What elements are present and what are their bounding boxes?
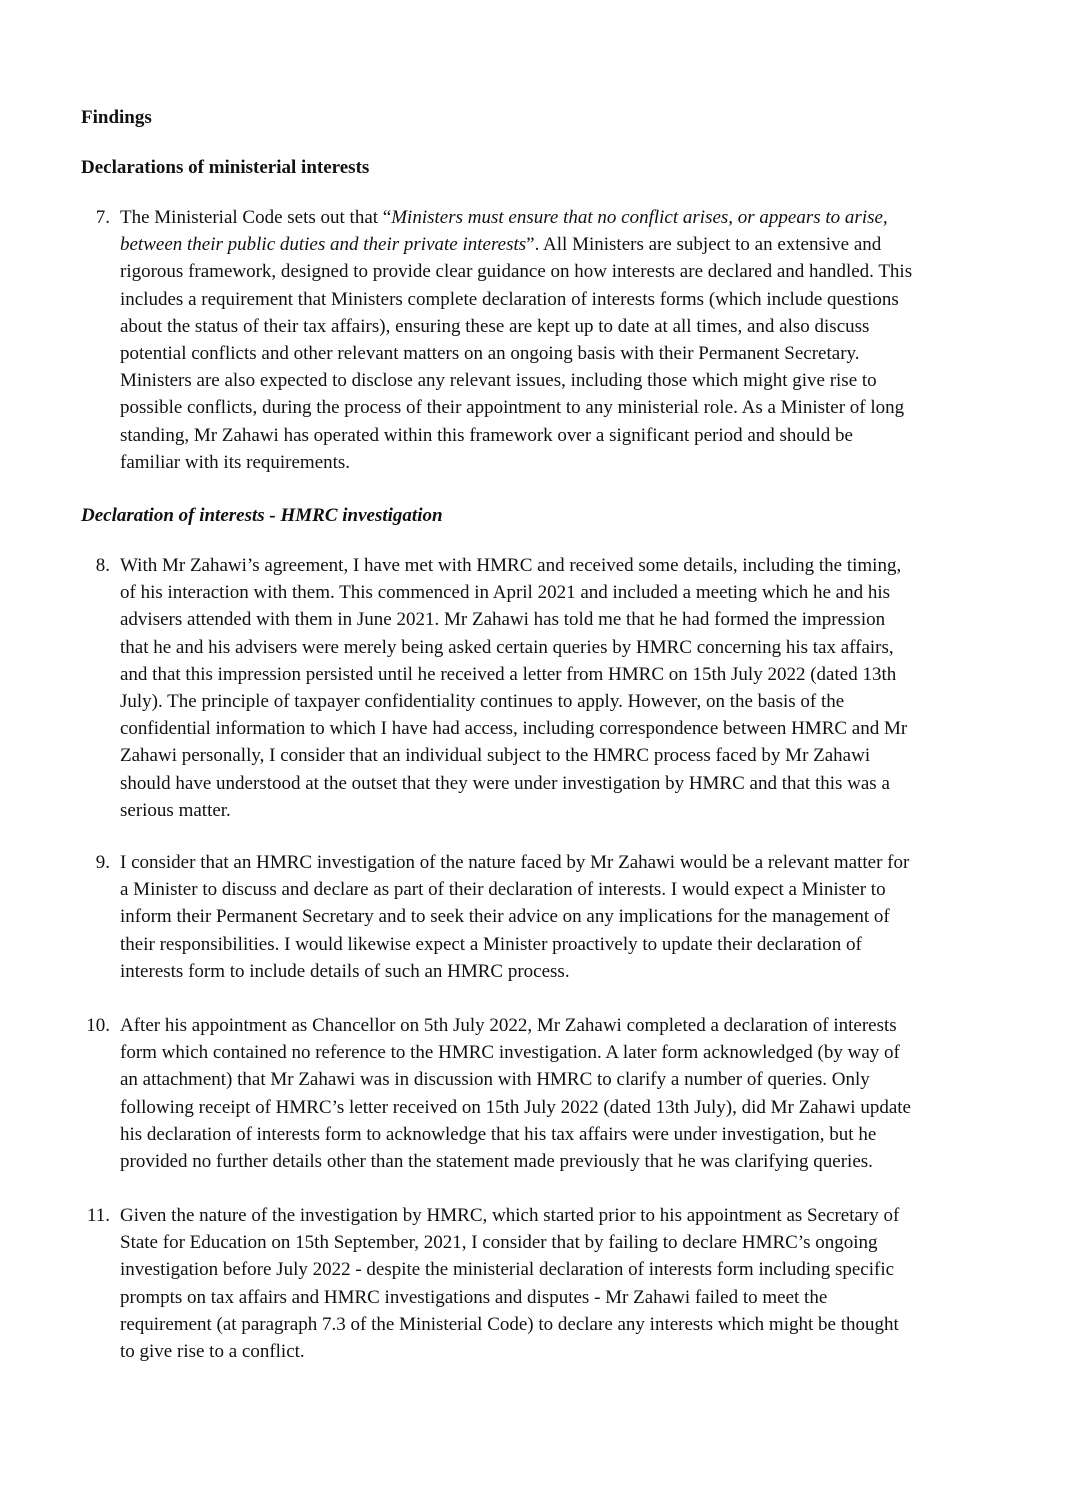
text-run: form which contained no reference to the HMRC investigation. A later form acknowledged (by way of	[120, 1042, 900, 1064]
text-line	[120, 552, 988, 579]
text-line	[120, 931, 988, 958]
text-line	[120, 1148, 988, 1175]
quoted-text: between their public duties and their private interests	[120, 234, 527, 256]
paragraph-number: 11.	[86, 1205, 110, 1226]
text-line	[120, 903, 988, 930]
text-run: With Mr Zahawi’s agreement, I have met with HMRC and received some details, including the timing,	[120, 555, 902, 576]
text-run: to give rise to a conflict.	[120, 1341, 305, 1363]
text-line	[120, 876, 988, 903]
text-line	[120, 1012, 988, 1039]
text-line	[120, 449, 988, 476]
paragraph-body	[120, 1202, 988, 1365]
text-line	[120, 715, 988, 742]
text-run: possible conflicts, during the process of their appointment to any ministerial role. As a Minister of long	[120, 397, 905, 419]
text-run: July). The principle of taxpayer confidentiality continues to apply. However, on the basis of the	[120, 691, 845, 713]
text-run: rigorous framework, designed to provide clear guidance on how interests are declared and handled. This	[120, 261, 913, 283]
text-run: The Ministerial Code sets out that “	[120, 207, 392, 228]
text-line	[120, 204, 988, 231]
text-line	[120, 1256, 988, 1283]
paragraph-9	[78, 849, 988, 985]
text-run: investigation before July 2022 - despite the ministerial declaration of interests form including specific	[120, 1259, 895, 1281]
paragraph-body	[120, 552, 988, 824]
section-heading-findings: Findings	[81, 107, 152, 128]
paragraph-body	[120, 849, 988, 985]
text-line	[120, 1338, 988, 1365]
text-run: an attachment) that Mr Zahawi was in discussion with HMRC to clarify a number of queries. Only	[120, 1069, 870, 1091]
paragraph-number: 7.	[95, 207, 110, 228]
text-run: Given the nature of the investigation by HMRC, which started prior to his appointment as Secretary of	[120, 1205, 900, 1226]
text-run: advisers attended with them in June 2021. Mr Zahawi has told me that he had formed the impression	[120, 609, 886, 631]
text-line	[120, 394, 988, 421]
text-run: After his appointment as Chancellor on 5th July 2022, Mr Zahawi completed a declaration of interests	[120, 1015, 897, 1036]
text-run: serious matter.	[120, 799, 231, 821]
text-run: confidential information to which I have had access, including correspondence between HMRC and Mr	[120, 718, 908, 740]
text-line	[120, 1284, 988, 1311]
text-run: about the status of their tax affairs), ensuring these are kept up to date at all times, and also discuss	[120, 315, 870, 337]
text-run: their responsibilities. I would likewise expect a Minister proactively to update their declaration of	[120, 933, 862, 955]
text-run: I consider that an HMRC investigation of the nature faced by Mr Zahawi would be a relevant matter for	[120, 852, 910, 873]
text-run: that he and his advisers were merely being asked certain queries by HMRC concerning his tax affairs,	[120, 636, 894, 658]
text-line	[120, 1202, 988, 1229]
text-line	[120, 634, 988, 661]
text-line	[120, 1121, 988, 1148]
paragraph-11	[78, 1202, 988, 1365]
text-run: provided no further details other than the statement made previously that he was clarifying queries.	[120, 1151, 873, 1173]
text-run: prompts on tax affairs and HMRC investigations and disputes - Mr Zahawi failed to meet the	[120, 1286, 828, 1308]
text-run: requirement (at paragraph 7.3 of the Ministerial Code) to declare any interests which might be thought	[120, 1313, 899, 1335]
text-line	[120, 606, 988, 633]
paragraph-10	[78, 1012, 988, 1175]
text-line	[120, 579, 988, 606]
text-run: includes a requirement that Ministers complete declaration of interests forms (which include questions	[120, 288, 899, 310]
text-run: inform their Permanent Secretary and to seek their advice on any implications for the management of	[120, 906, 890, 928]
text-run: ”. All Ministers are subject to an extensive and	[526, 234, 882, 256]
text-line	[120, 797, 988, 824]
text-line	[120, 340, 988, 367]
text-line	[120, 258, 988, 285]
quoted-text: Ministers must ensure that no conflict arises, or appears to arise,	[391, 207, 888, 228]
text-line	[120, 422, 988, 449]
text-line	[120, 1311, 988, 1338]
paragraph-7	[78, 204, 988, 476]
text-run: a Minister to discuss and declare as part of their declaration of interests. I would expect a Minister to	[120, 879, 886, 901]
text-run: should have understood at the outset that they were under investigation by HMRC and that this was a	[120, 772, 890, 794]
paragraph-body	[120, 204, 988, 476]
text-line	[120, 1229, 988, 1256]
text-line	[120, 688, 988, 715]
text-line	[120, 958, 988, 985]
section-heading-declarations: Declarations of ministerial interests	[81, 157, 370, 178]
paragraph-body	[120, 1012, 988, 1175]
text-run: potential conflicts and other relevant matters on an ongoing basis with their Permanent Secretary.	[120, 343, 860, 365]
text-run: his declaration of interests form to acknowledge that his tax affairs were under investigation, but he	[120, 1123, 877, 1145]
text-line	[120, 849, 988, 876]
text-line	[120, 313, 988, 340]
text-line	[120, 231, 988, 258]
text-line	[120, 1094, 988, 1121]
text-run: State for Education on 15th September, 2021, I consider that by failing to declare HMRC’s ongoing	[120, 1232, 878, 1254]
text-line	[120, 1039, 988, 1066]
text-line	[120, 286, 988, 313]
text-run: Zahawi personally, I consider that an individual subject to the HMRC process faced by Mr Zahawi	[120, 745, 871, 767]
text-run: standing, Mr Zahawi has operated within this framework over a significant period and should be	[120, 424, 853, 446]
text-run: following receipt of HMRC’s letter received on 15th July 2022 (dated 13th July), did Mr Zahawi update	[120, 1096, 911, 1118]
text-run: of his interaction with them. This commenced in April 2021 and included a meeting which he and his	[120, 582, 891, 604]
text-run: Ministers are also expected to disclose any relevant issues, including those which might give rise to	[120, 370, 877, 392]
text-line	[120, 742, 988, 769]
paragraph-8	[78, 552, 988, 824]
text-line	[120, 770, 988, 797]
subheading-hmrc-investigation: Declaration of interests - HMRC investigation	[81, 505, 443, 526]
paragraph-number: 9.	[95, 852, 110, 873]
text-line	[120, 367, 988, 394]
text-line	[120, 1066, 988, 1093]
text-run: and that this impression persisted until he received a letter from HMRC on 15th July 2022 (dated 13th	[120, 663, 897, 685]
text-run: interests form to include details of such an HMRC process.	[120, 960, 570, 982]
text-line	[120, 661, 988, 688]
paragraph-number: 8.	[95, 555, 110, 576]
paragraph-number: 10.	[86, 1015, 110, 1036]
text-run: familiar with its requirements.	[120, 451, 351, 473]
